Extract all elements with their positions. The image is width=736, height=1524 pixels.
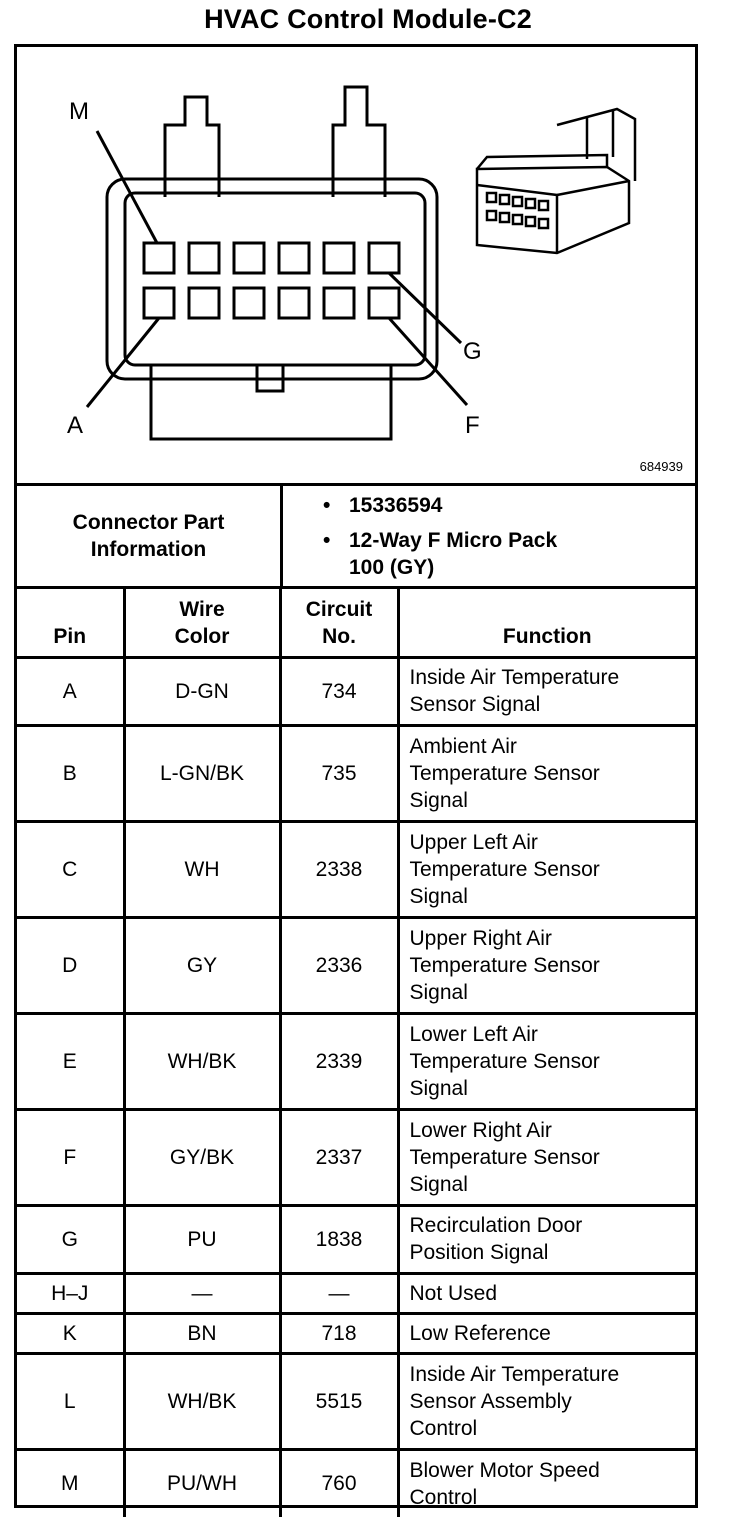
leader-line-a xyxy=(87,318,159,407)
function-line: Signal xyxy=(409,1172,468,1196)
pin-cavity xyxy=(324,243,354,273)
cell-function xyxy=(398,1313,695,1353)
header-circuit-line: Circuit xyxy=(305,597,373,621)
cell-pin: B xyxy=(17,725,124,821)
header-wire-color xyxy=(124,589,280,657)
table-row xyxy=(17,1109,695,1205)
pin-label-g: G xyxy=(463,338,482,365)
cell-function xyxy=(398,725,695,821)
connector-3d-view xyxy=(477,109,635,253)
pin-cavity xyxy=(369,243,399,273)
function-line: Lower Left Air xyxy=(409,1022,538,1046)
info-label-line: Information xyxy=(90,538,207,561)
connector-type-line: 100 (GY) xyxy=(349,556,435,579)
cell-pin: K xyxy=(17,1313,124,1353)
function-line: Signal xyxy=(409,980,468,1004)
function-line: Sensor Assembly xyxy=(409,1389,572,1413)
table-row xyxy=(17,1353,695,1449)
cell-pin: F xyxy=(17,1109,124,1205)
pin-cavity xyxy=(279,288,309,318)
function-line: Temperature Sensor xyxy=(409,761,600,785)
connector-part-info xyxy=(17,486,695,589)
connector-diagram-area xyxy=(17,47,695,486)
function-line: Inside Air Temperature xyxy=(409,1362,620,1386)
pin-cavity xyxy=(234,243,264,273)
pinout-table xyxy=(17,589,695,1517)
cell-circuit: 5515 xyxy=(280,1353,398,1449)
function-line: Temperature Sensor xyxy=(409,1145,600,1169)
cell-function xyxy=(398,1205,695,1273)
info-label xyxy=(17,486,283,586)
pin-cavity xyxy=(189,288,219,318)
cell-circuit: — xyxy=(280,1273,398,1313)
function-line: Sensor Signal xyxy=(409,693,541,716)
function-line: Position Signal xyxy=(409,1241,549,1264)
function-line: Temperature Sensor xyxy=(409,953,600,977)
function-line: Not Used xyxy=(409,1281,498,1305)
cell-circuit: 734 xyxy=(280,657,398,725)
pin-cavity xyxy=(279,243,309,273)
header-circuit-line: No. xyxy=(322,624,356,648)
table-row xyxy=(17,1449,695,1517)
table-body xyxy=(17,657,695,1517)
cell-pin: A xyxy=(17,657,124,725)
cell-circuit: 1838 xyxy=(280,1205,398,1273)
cell-wire-color: BN xyxy=(124,1313,280,1353)
table-row xyxy=(17,725,695,821)
table-row xyxy=(17,657,695,725)
cell-wire-color: L-GN/BK xyxy=(124,725,280,821)
info-list xyxy=(323,492,557,581)
cell-wire-color: PU xyxy=(124,1205,280,1273)
function-line: Inside Air Temperature xyxy=(409,666,620,689)
cell-pin: L xyxy=(17,1353,124,1449)
cell-wire-color: GY/BK xyxy=(124,1109,280,1205)
cell-function xyxy=(398,1013,695,1109)
function-line: Control xyxy=(409,1416,478,1440)
function-line: Signal xyxy=(409,884,468,908)
left-latch xyxy=(165,97,219,197)
cell-function xyxy=(398,917,695,1013)
pin-cavity xyxy=(144,288,174,318)
function-line: Ambient Air xyxy=(409,734,517,758)
connector-diagram xyxy=(17,47,695,483)
pin-label-m: M xyxy=(69,98,89,125)
housing-outer xyxy=(107,179,437,379)
header-wire-color-line: Color xyxy=(174,624,230,648)
pin-cavity xyxy=(369,288,399,318)
cell-circuit: 2336 xyxy=(280,917,398,1013)
connector-type-line: 12-Way F Micro Pack xyxy=(349,529,558,552)
cell-circuit: 2337 xyxy=(280,1109,398,1205)
table-row xyxy=(17,1313,695,1353)
header-wire-color-line: Wire xyxy=(179,597,225,621)
table-row xyxy=(17,821,695,917)
pin-cavity xyxy=(144,243,174,273)
cell-function xyxy=(398,1353,695,1449)
cell-function xyxy=(398,1449,695,1517)
function-line: Upper Right Air xyxy=(409,926,552,950)
cell-pin: H–J xyxy=(17,1273,124,1313)
function-line: Signal xyxy=(409,788,468,812)
part-number: • 15336594 xyxy=(323,492,557,519)
table-row xyxy=(17,1013,695,1109)
cell-circuit: 735 xyxy=(280,725,398,821)
cell-pin: C xyxy=(17,821,124,917)
cell-wire-color: PU/WH xyxy=(124,1449,280,1517)
function-line: Recirculation Door xyxy=(409,1214,583,1237)
function-line: Temperature Sensor xyxy=(409,1049,600,1073)
bottom-tab xyxy=(151,365,391,439)
pin-cavity xyxy=(189,243,219,273)
cell-pin: M xyxy=(17,1449,124,1517)
table-row xyxy=(17,917,695,1013)
cell-wire-color: GY xyxy=(124,917,280,1013)
cell-circuit: 760 xyxy=(280,1449,398,1517)
pin-cavity xyxy=(324,288,354,318)
function-line: Lower Right Air xyxy=(409,1118,552,1142)
table-row xyxy=(17,1205,695,1273)
housing-inner xyxy=(125,193,425,365)
cell-wire-color: WH/BK xyxy=(124,1013,280,1109)
pin-label-f: F xyxy=(465,412,480,439)
cell-function xyxy=(398,821,695,917)
cell-circuit: 718 xyxy=(280,1313,398,1353)
connector-type xyxy=(323,527,557,581)
cell-circuit: 2338 xyxy=(280,821,398,917)
page-title: HVAC Control Module-C2 xyxy=(204,4,532,34)
function-line: Control xyxy=(409,1485,478,1509)
cell-wire-color: — xyxy=(124,1273,280,1313)
function-line: Temperature Sensor xyxy=(409,857,600,881)
document-frame xyxy=(14,44,698,1508)
cell-pin: D xyxy=(17,917,124,1013)
cell-wire-color: WH xyxy=(124,821,280,917)
leader-line-f xyxy=(389,318,467,405)
cell-function xyxy=(398,1273,695,1313)
cell-function xyxy=(398,1109,695,1205)
cell-wire-color: D-GN xyxy=(124,657,280,725)
function-line: Low Reference xyxy=(409,1321,551,1345)
function-line: Upper Left Air xyxy=(409,830,538,854)
header-pin: Pin xyxy=(17,589,124,657)
cell-function xyxy=(398,657,695,725)
header-circuit xyxy=(280,589,398,657)
cell-circuit: 2339 xyxy=(280,1013,398,1109)
header-function: Function xyxy=(398,589,695,657)
info-label-line: Connector Part xyxy=(72,511,225,534)
table-header-row xyxy=(17,589,695,657)
cell-wire-color: WH/BK xyxy=(124,1353,280,1449)
pin-label-a: A xyxy=(67,412,84,439)
cell-pin: G xyxy=(17,1205,124,1273)
function-line: Signal xyxy=(409,1076,468,1100)
figure-code: 684939 xyxy=(639,459,683,474)
table-row xyxy=(17,1273,695,1313)
pin-cavity xyxy=(234,288,264,318)
cell-pin: E xyxy=(17,1013,124,1109)
function-line: Blower Motor Speed xyxy=(409,1458,600,1482)
